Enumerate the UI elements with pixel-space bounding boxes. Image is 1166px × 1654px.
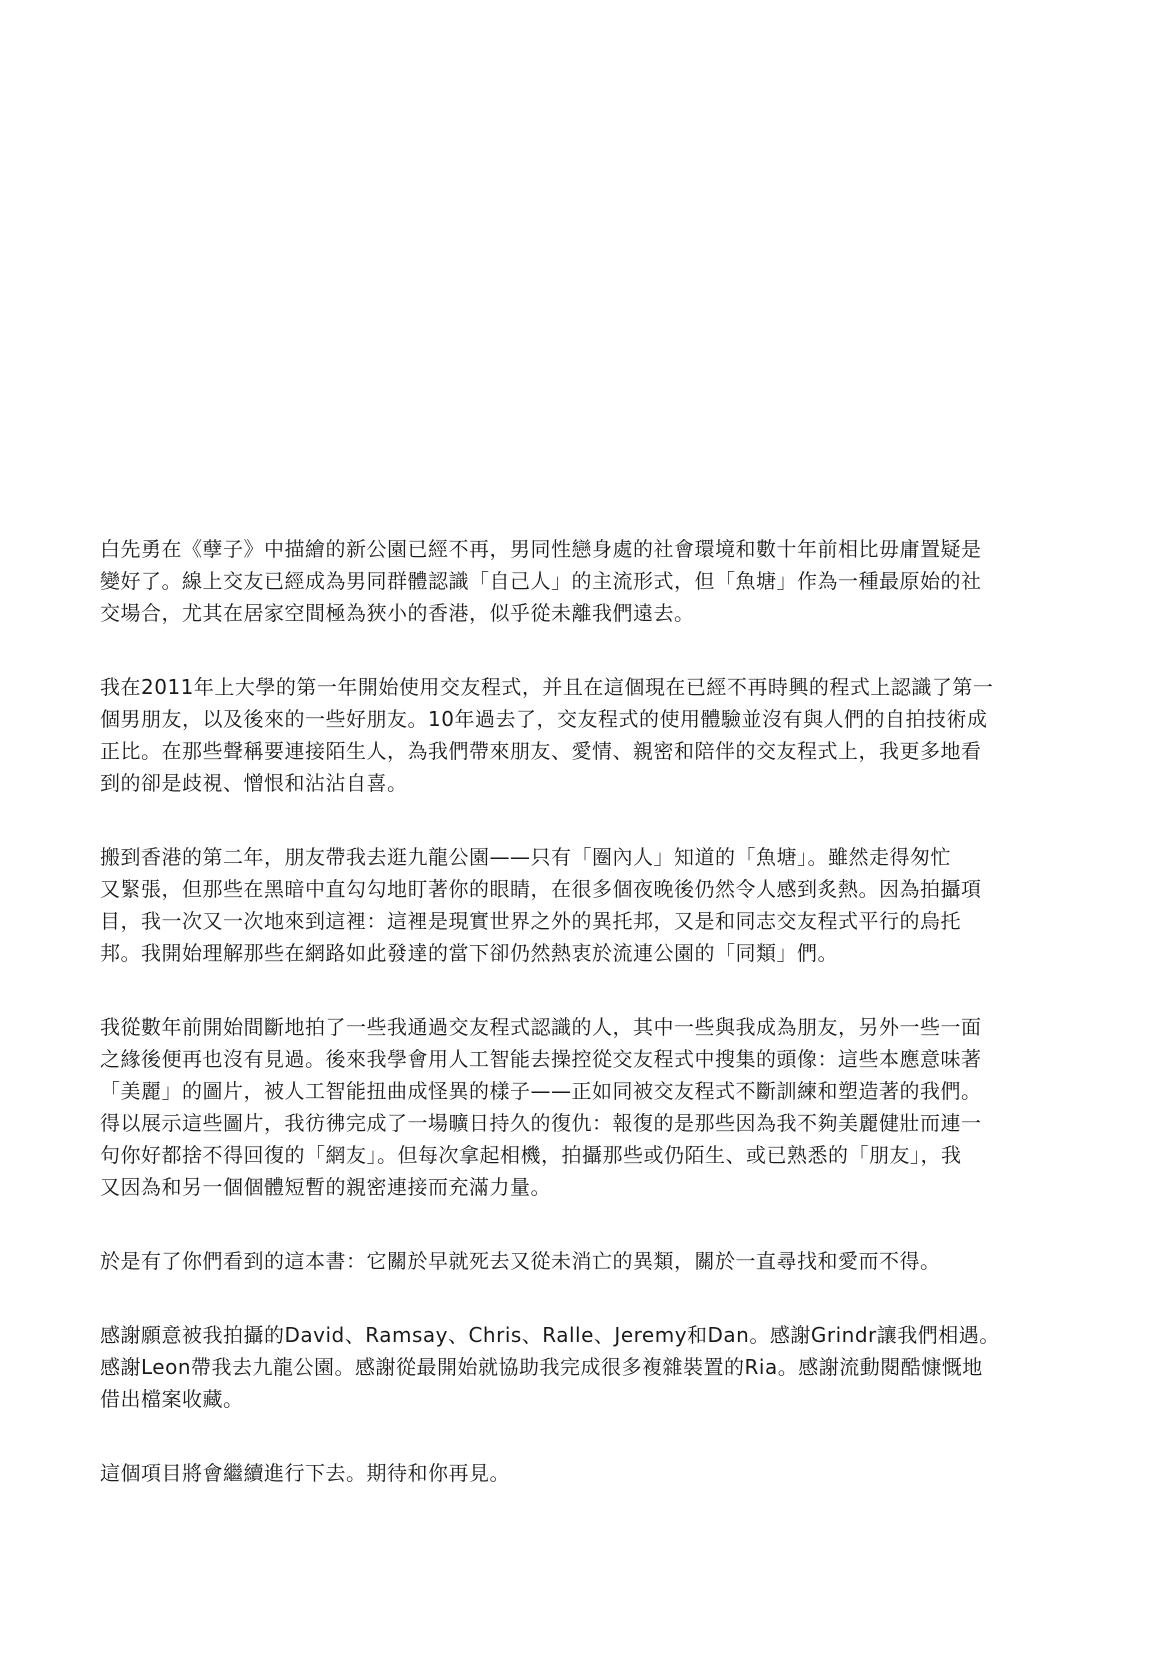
text-line: 感謝Leon帶我去九龍公園。感謝從最開始就協助我完成很多複雜裝置的Ria。感謝流動閱酷慷慨地 — [100, 1355, 983, 1379]
text-line: 又緊張，但那些在黑暗中直勾勾地盯著你的眼睛，在很多個夜晚後仍然令人感到炙熱。因為拍攝項 — [100, 877, 982, 901]
text-line: 個男朋友，以及後來的一些好朋友。10年過去了，交友程式的使用體驗並沒有與人們的自拍技術成 — [100, 707, 988, 731]
text-line: 正比。在那些聲稱要連接陌生人，為我們帶來朋友、愛情、親密和陪伴的交友程式上，我更多地看 — [100, 739, 982, 763]
text-line: 到的卻是歧視、憎恨和沾沾自喜。 — [100, 771, 408, 795]
text-line: 之緣後便再也沒有見過。後來我學會用人工智能去操控從交友程式中搜集的頭像：這些本應意味著 — [100, 1047, 982, 1071]
text-line: 「美麗」的圖片，被人工智能扭曲成怪異的樣子——正如同被交友程式不斷訓練和塑造著的我們。 — [100, 1079, 982, 1103]
text-line: 又因為和另一個個體短暫的親密連接而充滿力量。 — [100, 1175, 551, 1199]
text-line: 我從數年前開始間斷地拍了一些我通過交友程式認識的人，其中一些與我成為朋友，另外一些一面 — [100, 1015, 982, 1039]
text-line: 目，我一次又一次地來到這裡：這裡是現實世界之外的異托邦，又是和同志交友程式平行的烏托 — [100, 909, 961, 933]
text-line: 句你好都捨不得回復的「網友」。但每次拿起相機，拍攝那些或仍陌生、或已熟悉的「朋友」，我 — [100, 1143, 962, 1167]
text-line: 變好了。線上交友已經成為男同群體認識「自己人」的主流形式，但「魚塘」作為一種最原始的社 — [100, 569, 982, 593]
paragraph-photography — [100, 1011, 1065, 1203]
text-line: 這個項目將會繼續進行下去。期待和你再見。 — [100, 1461, 510, 1485]
paragraph-dating-apps — [100, 671, 1065, 799]
paragraph-kowloon-park — [100, 841, 1065, 969]
paragraph-closing — [100, 1457, 1065, 1489]
text-line: 白先勇在《孽子》中描繪的新公園已經不再，男同性戀身處的社會環境和數十年前相比毋庸置疑是 — [100, 537, 982, 561]
text-line: 我在2011年上大學的第一年開始使用交友程式，并且在這個現在已經不再時興的程式上認識了第一 — [100, 675, 994, 699]
paragraph-book — [100, 1245, 1065, 1277]
text-line: 交場合，尤其在居家空間極為狹小的香港，似乎從未離我們遠去。 — [100, 601, 695, 625]
text-line: 邦。我開始理解那些在網路如此發達的當下卻仍然熱衷於流連公園的「同類」們。 — [100, 941, 838, 965]
text-line: 得以展示這些圖片，我彷彿完成了一場曠日持久的復仇：報復的是那些因為我不夠美麗健壯而連一 — [100, 1111, 982, 1135]
paragraph-intro — [100, 533, 1065, 629]
text-line: 於是有了你們看到的這本書：它關於早就死去又從未消亡的異類，關於一直尋找和愛而不得。 — [100, 1249, 941, 1273]
paragraph-acknowledgements — [100, 1319, 1065, 1415]
text-line: 感謝願意被我拍攝的David、Ramsay、Chris、Ralle、Jeremy和Dan。感謝Grindr讓我們相遇。 — [100, 1323, 1000, 1347]
body-text — [100, 533, 1065, 1531]
text-line: 借出檔案收藏。 — [100, 1387, 244, 1411]
text-line: 搬到香港的第二年，朋友帶我去逛九龍公園——只有「圈內人」知道的「魚塘」。雖然走得匆忙 — [100, 845, 951, 869]
